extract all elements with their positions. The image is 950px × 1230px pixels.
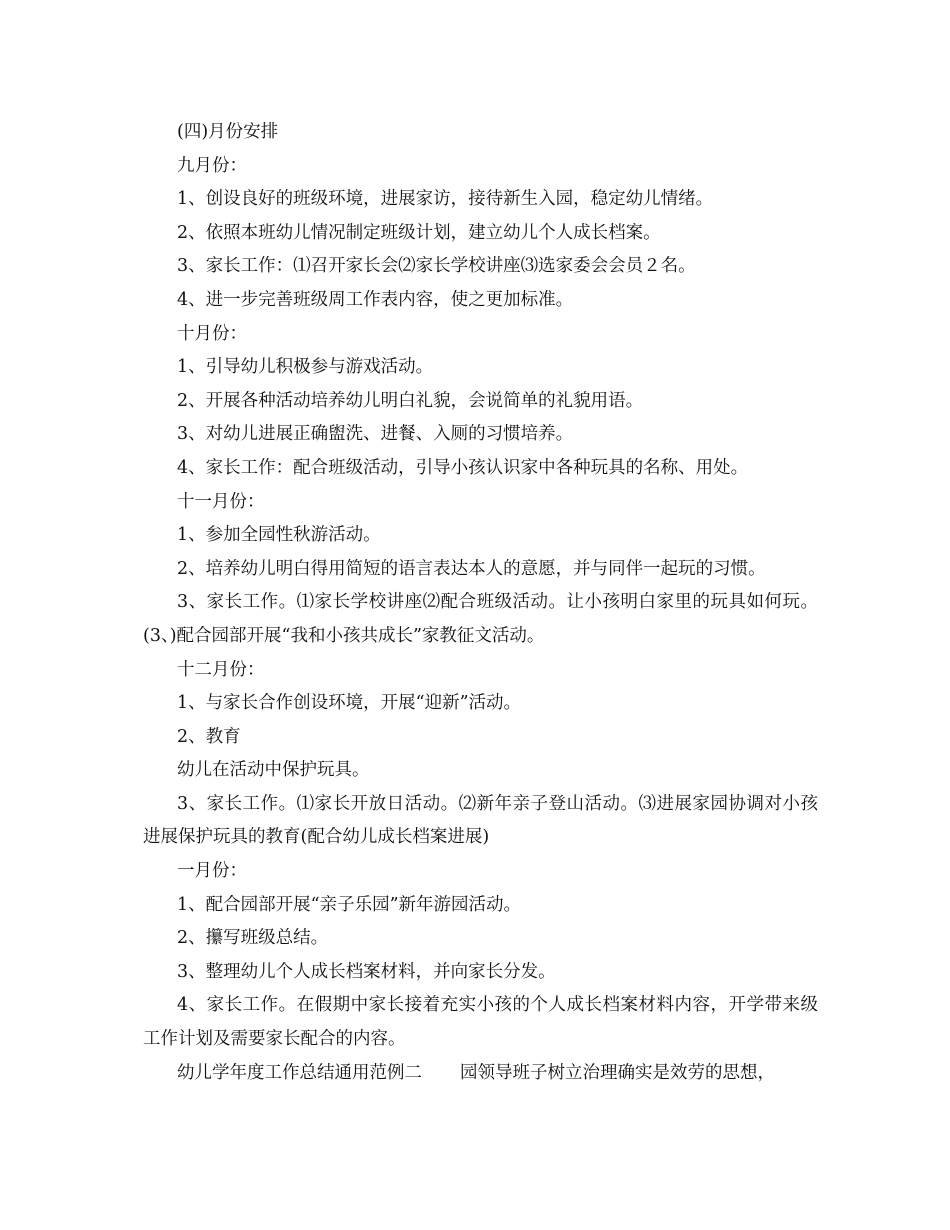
paragraph: 3、整理幼儿个人成长档案材料，并向家长分发。	[177, 961, 556, 982]
paragraph: 1、引导幼儿积极参与游戏活动。	[177, 357, 434, 378]
document-body	[143, 116, 818, 1090]
paragraph: 1、参加全园性秋游活动。	[177, 525, 381, 546]
month-heading-october: 十月份：	[177, 323, 247, 344]
month-heading-november: 十一月份：	[177, 491, 265, 512]
paragraph: 3、家长工作：⑴召开家长会⑵家长学校讲座⑶选家委会会员２名。	[177, 256, 696, 277]
paragraph: 2、培养幼儿明白得用简短的语言表达本人的意愿，并与同伴一起玩的习惯。	[177, 558, 766, 579]
paragraph: 3、对幼儿进展正确盥洗、进餐、入厕的习惯培养。	[177, 424, 574, 445]
section-heading: (四)月份安排	[177, 122, 279, 142]
paragraph: 3、家长工作。⑴家长学校讲座⑵配合班级活动。让小孩明白家里的玩具如何玩。(3、)配合园部开展“我和小孩共成长”家教征文活动。	[143, 592, 818, 646]
closing-line	[143, 1057, 818, 1091]
paragraph: 2、开展各种活动培养幼儿明白礼貌，会说简单的礼貌用语。	[177, 390, 644, 411]
paragraph: 1、与家长合作创设环境，开展“迎新”活动。	[177, 693, 522, 714]
paragraph: 1、配合园部开展“亲子乐园”新年游园活动。	[177, 894, 522, 915]
paragraph: 3、家长工作。⑴家长开放日活动。⑵新年亲子登山活动。⑶进展家园协调对小孩进展保护玩具的教育(配合幼儿成长档案进展)	[143, 793, 818, 848]
paragraph: 4、进一步完善班级周工作表内容，使之更加标准。	[177, 289, 574, 310]
paragraph: 4、家长工作。在假期中家长接着充实小孩的个人成长档案材料内容，开学带来级工作计划及需要家长配合的内容。	[143, 995, 818, 1050]
month-heading-january: 一月份：	[177, 861, 247, 882]
paragraph: 幼儿在活动中保护玩具。	[177, 760, 370, 781]
closing-text: 园领导班子树立治理确实是效劳的思想，	[460, 1062, 775, 1083]
paragraph: 4、家长工作：配合班级活动，引导小孩认识家中各种玩具的名称、用处。	[177, 457, 749, 478]
month-heading-december: 十二月份：	[177, 659, 265, 680]
example-title: 幼儿学年度工作总结通用范例二	[177, 1062, 422, 1083]
month-heading-september: 九月份：	[177, 155, 247, 176]
paragraph: 2、攥写班级总结。	[177, 928, 329, 949]
paragraph: 2、教育	[177, 726, 241, 747]
paragraph: 2、依照本班幼儿情况制定班级计划，建立幼儿个人成长档案。	[177, 222, 661, 243]
paragraph: 1、创设良好的班级环境，进展家访，接待新生入园，稳定幼儿情绪。	[177, 189, 714, 210]
